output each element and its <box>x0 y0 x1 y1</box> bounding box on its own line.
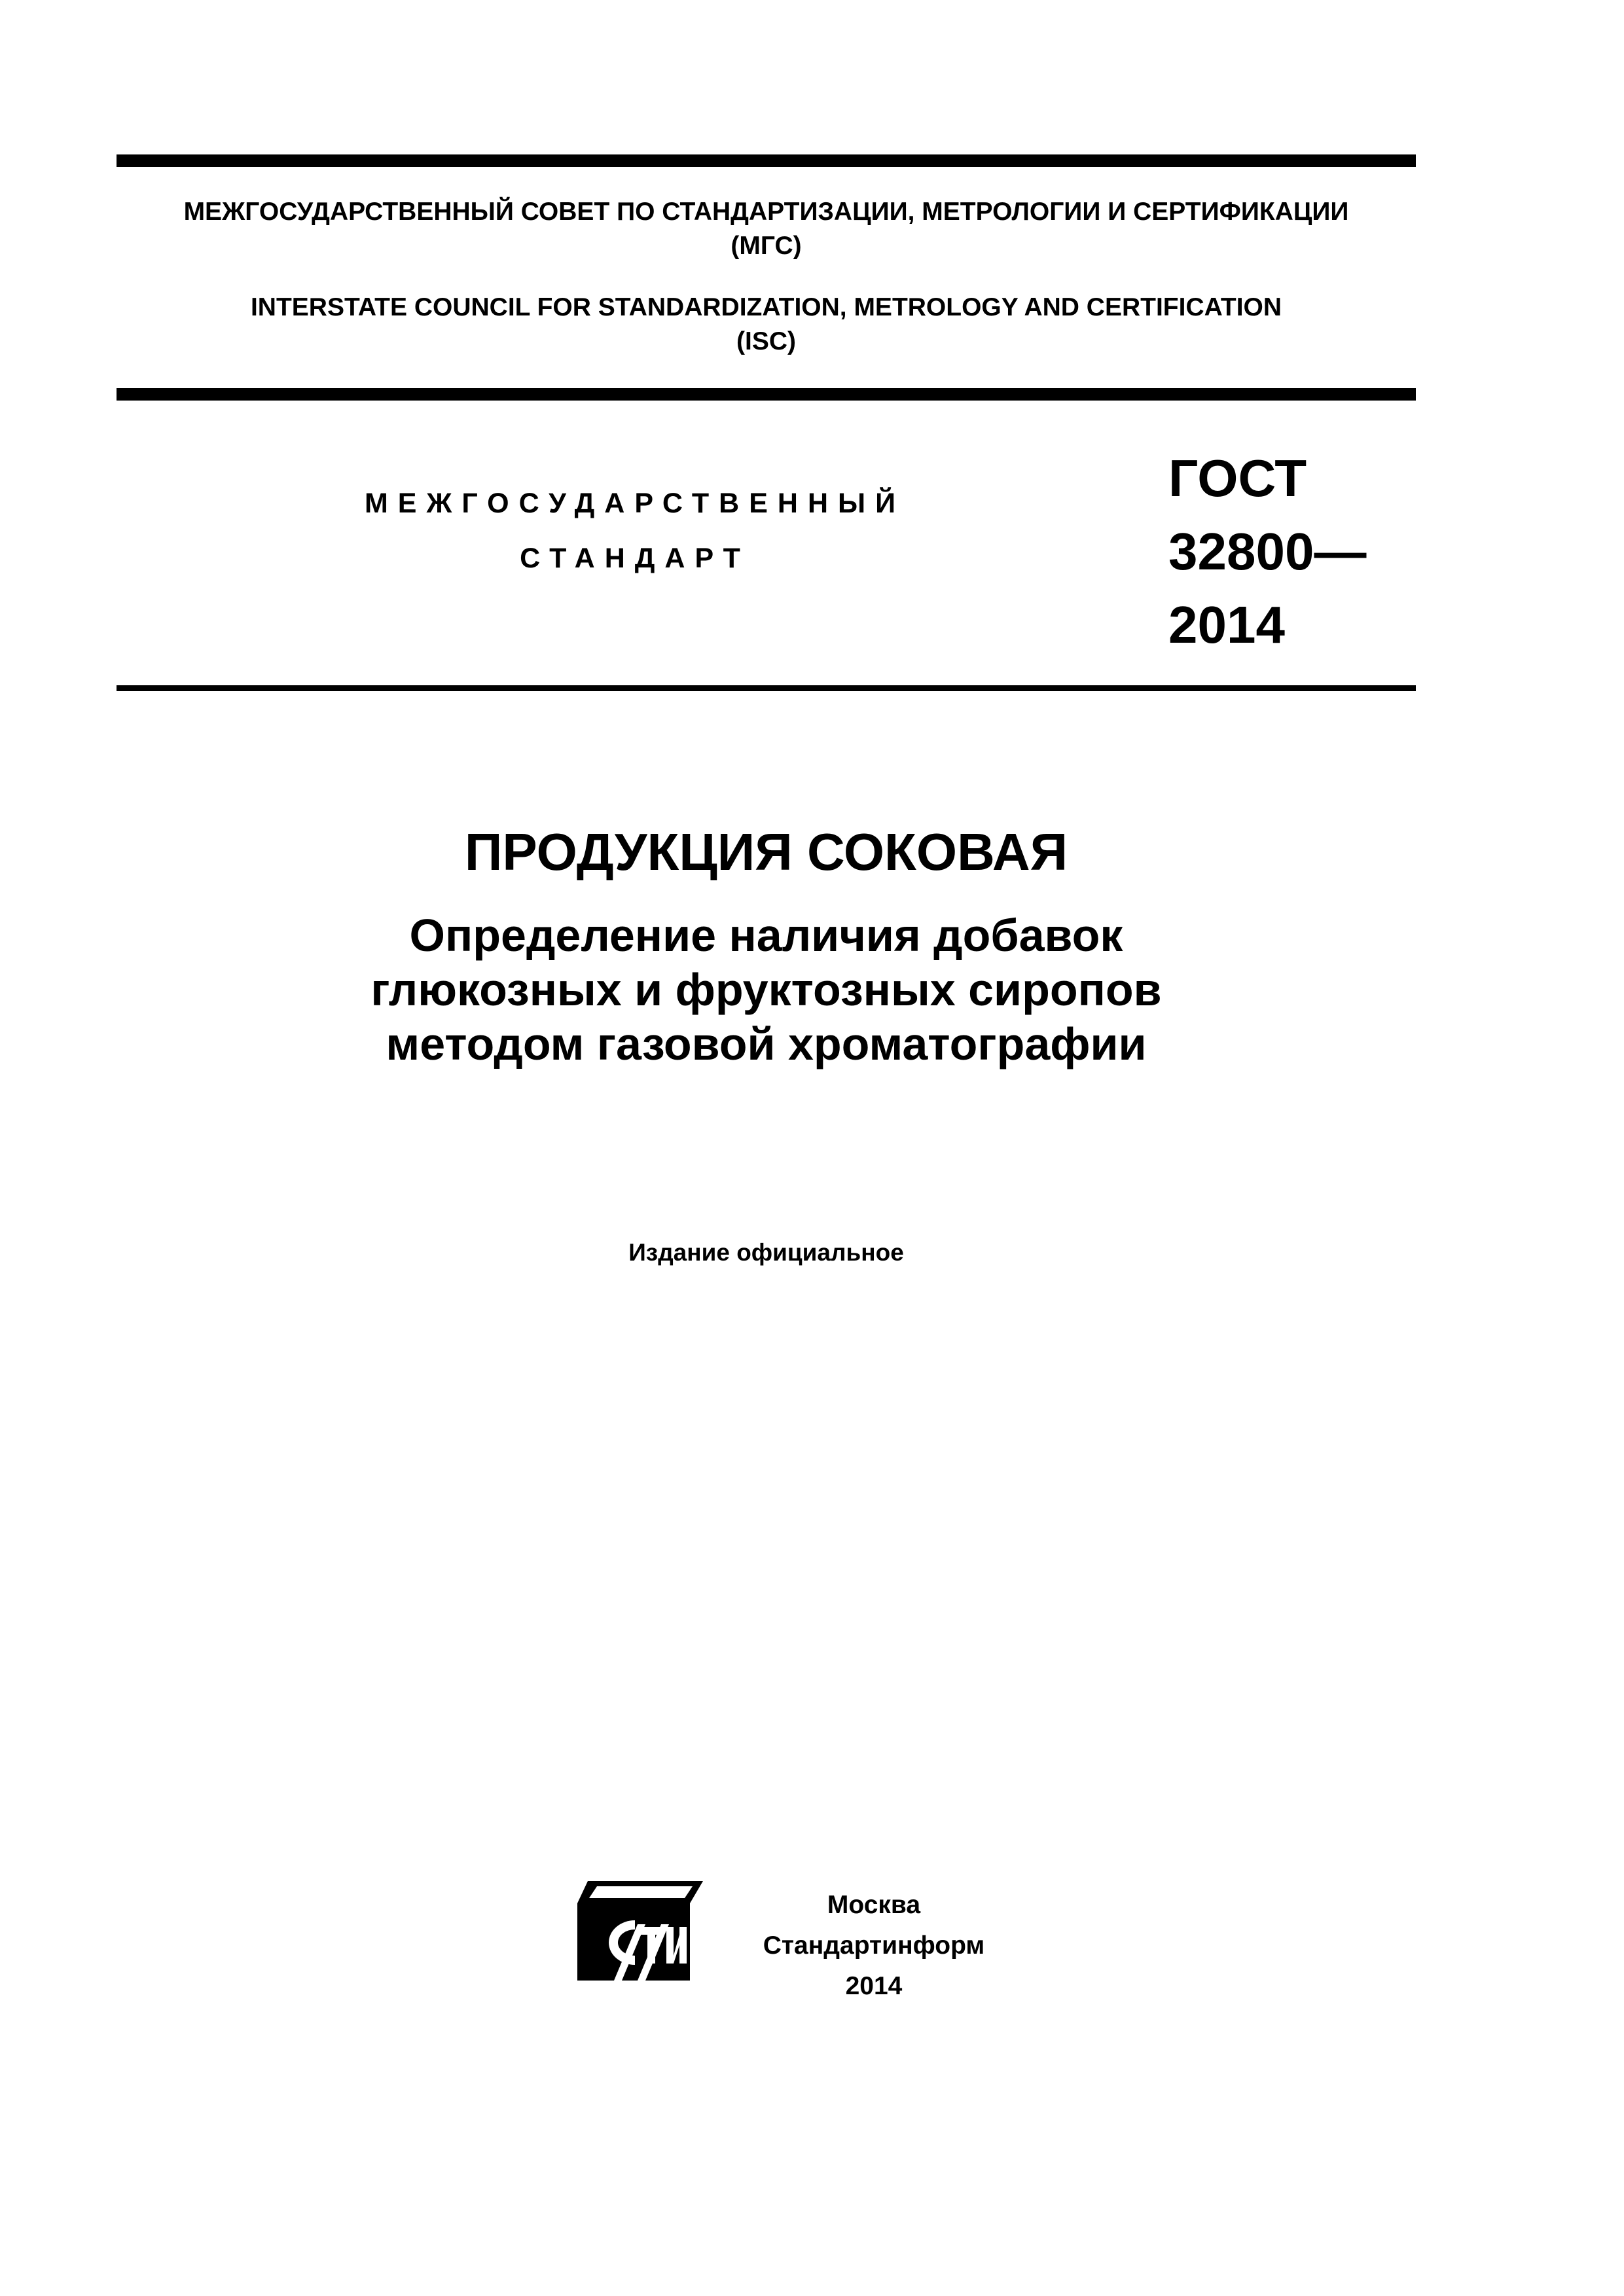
document-title: ПРОДУКЦИЯ СОКОВАЯ <box>464 823 1068 881</box>
standartinform-logo-icon <box>575 1878 706 1983</box>
standard-code-label: ГОСТ <box>1168 449 1307 507</box>
council-name-ru-line1: МЕЖГОСУДАРСТВЕННЫЙ СОВЕТ ПО СТАНДАРТИЗАЦИИ, МЕТРОЛОГИИ И СЕРТИФИКАЦИИ <box>183 198 1349 226</box>
imprint <box>730 1885 1018 2007</box>
edition-note: Издание официальное <box>628 1239 904 1266</box>
standard-type-line2: СТАНДАРТ <box>520 543 750 574</box>
council-name-en <box>117 291 1416 359</box>
imprint-publisher: Стандартинформ <box>763 1931 985 1960</box>
council-abbr-en: (ISC) <box>736 327 796 355</box>
subtitle-line-1: Определение наличия добавок <box>409 910 1123 961</box>
standard-code-number: 32800— <box>1168 522 1367 581</box>
subtitle-line-3: методом газовой хроматографии <box>386 1018 1147 1069</box>
subtitle-line-2: глюкозных и фруктозных сиропов <box>370 964 1162 1015</box>
imprint-year: 2014 <box>845 1972 903 2000</box>
standard-code <box>1168 442 1366 662</box>
council-abbr-ru: (МГС) <box>731 232 802 260</box>
middle-rule <box>117 388 1416 401</box>
document-subtitle <box>117 908 1416 1071</box>
standard-code-year: 2014 <box>1168 596 1285 654</box>
lower-rule <box>117 685 1416 691</box>
council-name-en-line1: INTERSTATE COUNCIL FOR STANDARDIZATION, METROLOGY AND CERTIFICATION <box>250 293 1282 321</box>
standard-type-line1: МЕЖГОСУДАРСТВЕННЫЙ <box>364 488 906 519</box>
imprint-city: Москва <box>827 1891 921 1919</box>
council-name-ru <box>117 195 1416 263</box>
top-rule <box>117 154 1416 167</box>
